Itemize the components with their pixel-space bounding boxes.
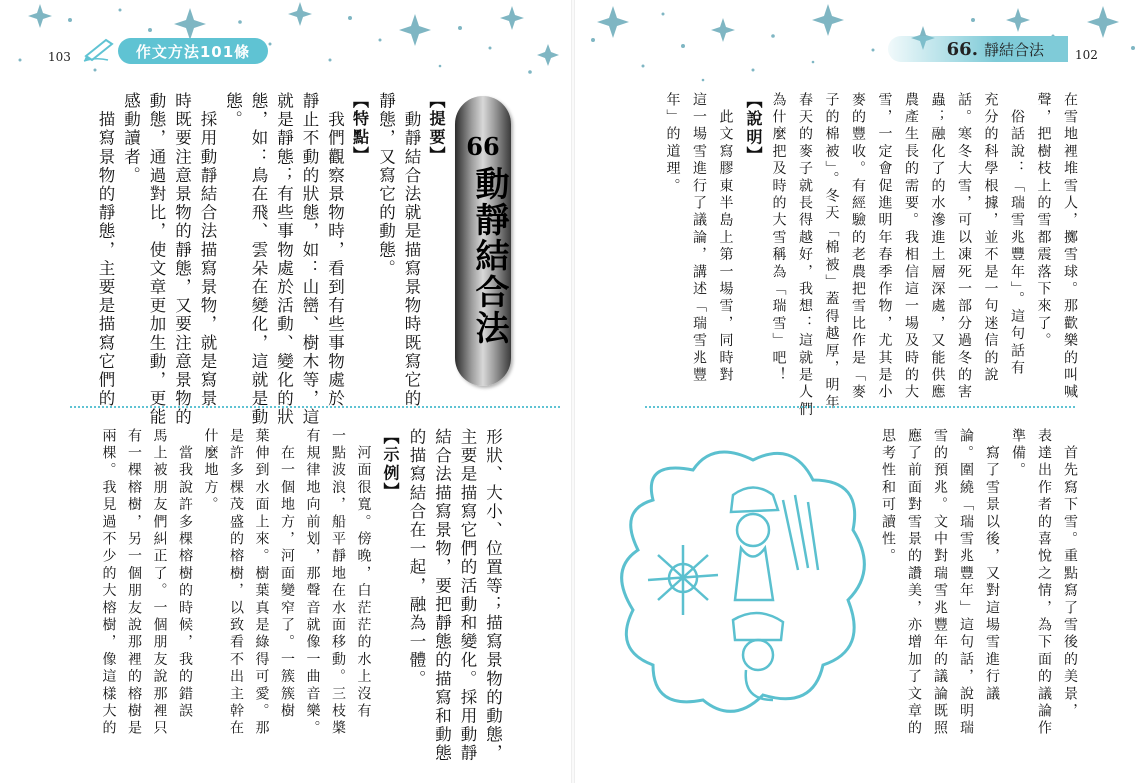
text-column: 採用動靜結合法描寫景物，就是寫景 bbox=[198, 92, 217, 409]
text-column: 為什麼把及時的大雪稱為「瑞雪」吧！ bbox=[770, 92, 787, 385]
text-column: 描寫景物的靜態，主要是描寫它們的 bbox=[96, 92, 115, 409]
text-column: 子的棉被」。冬天「棉被」蓋得越厚，明年 bbox=[823, 92, 840, 412]
section-divider bbox=[70, 406, 560, 408]
text-column: 準備。 bbox=[1010, 428, 1026, 480]
text-column: 馬上被朋友們糾正了。一個朋友說那裡只 bbox=[151, 428, 168, 738]
text-column: 年」的道理。 bbox=[664, 92, 681, 196]
text-column: 態。 bbox=[223, 92, 243, 130]
text-column: 結合法描寫景物，要把靜態的描寫和動態 bbox=[432, 428, 452, 763]
text-column: 形狀、大小、位置等；描寫景物的動態， bbox=[483, 428, 503, 763]
text-column: 有一棵榕樹，另一個朋友說那裡的榕樹是 bbox=[126, 428, 142, 738]
text-column: 寫了雪景以後，又對這場雪進行議 bbox=[984, 428, 1000, 704]
text-column: 動靜結合法就是描寫景物時既寫它的 bbox=[402, 92, 421, 409]
section-heading: 【說明】 bbox=[744, 92, 763, 165]
text-column: 此文寫膠東半島上第一場雪，同時對 bbox=[717, 92, 734, 385]
text-column: 一點波浪，船平靜地在水面移動。三枝槳 bbox=[330, 428, 346, 738]
snow-scene-illustration bbox=[613, 440, 873, 730]
text-column: 是許多棵茂盛的榕樹，以致看不出主幹在 bbox=[228, 428, 244, 738]
text-column: 的描寫結合在一起，融為一體。 bbox=[407, 428, 426, 689]
chapter-title: 動靜結合法 bbox=[469, 166, 509, 346]
text-column: 什麼地方。 bbox=[202, 428, 219, 514]
text-column: 靜態，又寫它的動態。 bbox=[376, 92, 396, 278]
text-column: 兩棵。我見過不少的大榕樹，像這樣大的 bbox=[100, 428, 117, 738]
text-column: 態，如：鳥在飛、雲朵在變化，這就是動 bbox=[249, 92, 268, 427]
text-column: 春天的麥子就長得越好，我想：這就是人們 bbox=[797, 92, 813, 419]
text-column: 首先寫下雪。重點寫了雪後的美景， bbox=[1062, 428, 1078, 721]
section-heading: 【示例】 bbox=[381, 428, 400, 501]
text-column: 表達出作者的喜悅之情，為下面的議論作 bbox=[1036, 428, 1052, 738]
text-column: 話。寒冬大雪，可以凍死一部分過冬的害 bbox=[956, 92, 972, 402]
text-column: 聲，把樹枝上的雪都震落下來了。 bbox=[1035, 92, 1052, 350]
text-column: 俗話說：「瑞雪兆豐年」。這句話有 bbox=[1009, 92, 1025, 378]
chapter-header-title: 靜結合法 bbox=[983, 40, 1044, 59]
text-column: 有規律地向前划，那聲音就像一曲音樂。 bbox=[304, 428, 321, 738]
section-heading: 【特點】 bbox=[350, 92, 370, 165]
text-column: 動態，通過對比，使文章更加生動，更能 bbox=[147, 92, 166, 427]
text-column: 靜止不動的狀態，如：山巒、樹木等，這 bbox=[300, 92, 319, 427]
right-page bbox=[573, 0, 1146, 783]
text-column: 應了前面對雪景的讚美，亦增加了文章的 bbox=[906, 428, 922, 738]
text-column: 充分的科學根據，並不是一句迷信的說 bbox=[982, 92, 999, 385]
text-column: 感動讀者。 bbox=[121, 92, 141, 185]
section-heading: 【提要】 bbox=[427, 92, 446, 165]
section-divider bbox=[645, 406, 1075, 408]
text-column: 這一場雪進行了議論，講述「瑞雪兆豐 bbox=[691, 92, 707, 385]
book-series-label: 作文方法101條 bbox=[118, 38, 268, 64]
chapter-number: 66 bbox=[466, 132, 500, 161]
text-column: 雪的預兆。文中對瑞雪兆豐年的議論既照 bbox=[932, 428, 948, 738]
chapter-header-number: 66. bbox=[946, 38, 978, 60]
text-column: 葉伸到水面上來。樹葉真是綠得可愛。那 bbox=[253, 428, 270, 738]
text-column: 麥的豐收。有經驗的老農把雪比作是「麥 bbox=[850, 92, 866, 402]
text-column: 時既要注意景物的靜態，又要注意景物的 bbox=[172, 92, 192, 427]
text-column: 蟲；融化了的水滲進土層深處，又能供應 bbox=[929, 92, 946, 402]
chapter-header bbox=[888, 36, 1068, 62]
text-column: 在雪地裡堆雪人，擲雪球。那歡樂的叫喊 bbox=[1062, 92, 1078, 402]
page-number: 103 bbox=[48, 50, 71, 64]
text-column: 就是靜態；有些事物處於活動、變化的狀 bbox=[274, 92, 294, 427]
pencil-icon bbox=[82, 36, 118, 62]
text-column: 在一個地方，河面變窄了。一簇簇樹 bbox=[279, 428, 295, 721]
text-column: 農產生長的需要。我相信這一場及時的大 bbox=[903, 92, 919, 402]
text-column: 主要是描寫它們的活動和變化。採用動靜 bbox=[458, 428, 477, 763]
text-column: 我們觀察景物時，看到有些事物處於 bbox=[325, 92, 345, 409]
text-column: 雪，一定會促進明年春季作物，尤其是小 bbox=[876, 92, 893, 402]
text-column: 當我說許多棵榕樹的時候，我的錯誤 bbox=[177, 428, 193, 721]
text-column: 河面很寬。傍晚，白茫茫的水上沒有 bbox=[355, 428, 372, 721]
text-column: 思考性和可讀性。 bbox=[880, 428, 896, 566]
text-column: 論。圍繞「瑞雪兆豐年」這句話，說明瑞 bbox=[958, 428, 974, 738]
page-number: 102 bbox=[1075, 48, 1098, 62]
